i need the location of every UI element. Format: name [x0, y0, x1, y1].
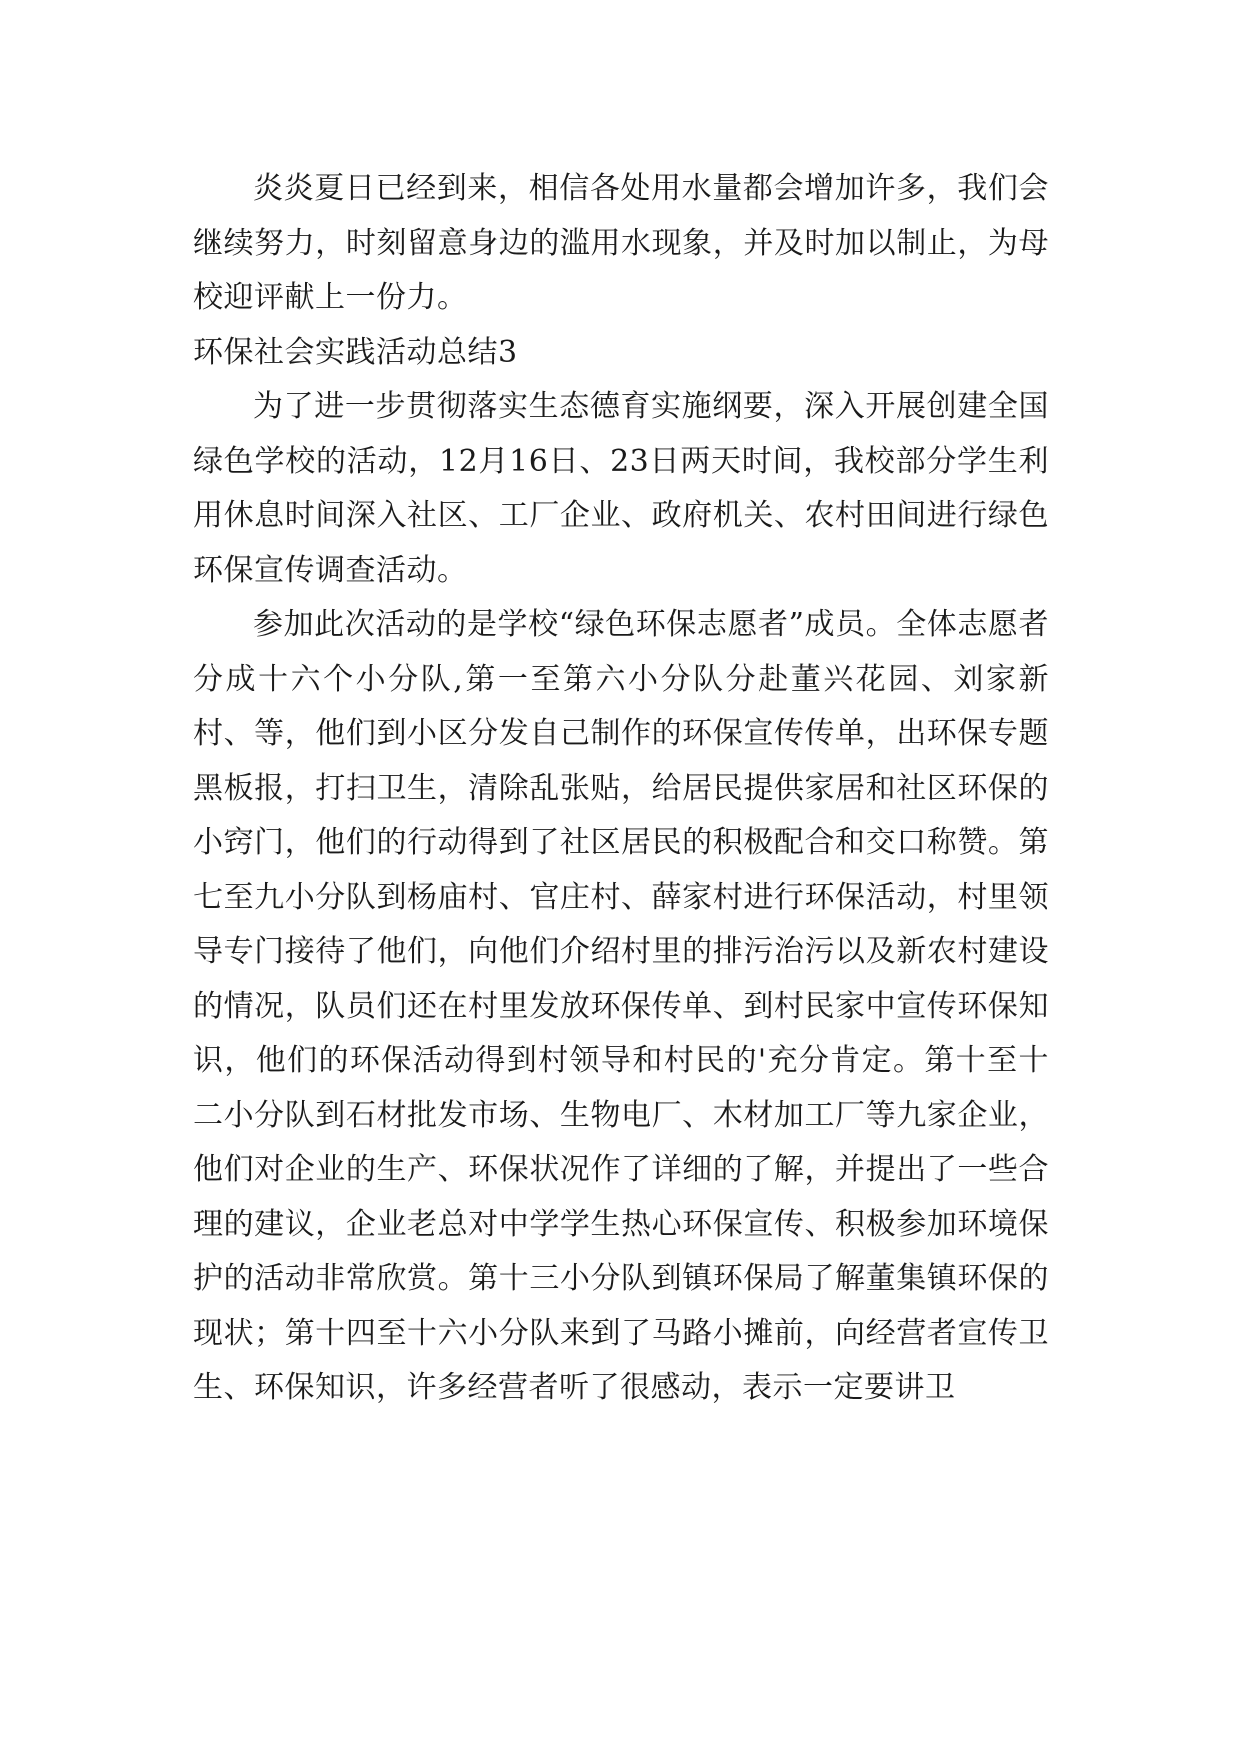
section-heading: 环保社会实践活动总结3 — [193, 334, 518, 370]
paragraph-intro: 为了进一步贯彻落实生态德育实施纲要，深入开展创建全国绿色学校的活动，12月16日、23日两天时间，我校部分学生利用休息时间深入社区、工厂企业、政府机关、农村田间进行绿色环保宣传调查活动。 — [193, 389, 1049, 588]
paragraph-water-saving: 炎炎夏日已经到来，相信各处用水量都会增加许多，我们会继续努力，时刻留意身边的滥用水现象，并及时加以制止，为母校迎评献上一份力。 — [193, 171, 1049, 315]
paragraph-activities: 参加此次活动的是学校“绿色环保志愿者”成员。全体志愿者分成十六个小分队,第一至第六小分队分赴董兴花园、刘家新村、等，他们到小区分发自己制作的环保宣传传单，出环保专题黑板报，打扫卫生，清除乱张贴，给居民提供家居和社区环保的小窍门，他们的行动得到了社区居民的积极配合和交口称赞。第七至九小分队到杨庙村、官庄村、薛家村进行环保活动，村里领导专门接待了他们，向他们介绍村里的排污治污以及新农村建设的情况，队员们还在村里发放环保传单、到村民家中宣传环保知识，他们的环保活动得到村领导和村民的'充分肯定。第十至十二小分队到石材批发市场、生物电厂、木材加工厂等九家企业，他们对企业的生产、环保状况作了详细的了解，并提出了一些合理的建议，企业老总对中学学生热心环保宣传、积极参加环境保护的活动非常欣赏。第十三小分队到镇环保局了解董集镇环保的现状；第十四至十六小分队来到了马路小摊前，向经营者宣传卫生、环保知识，许多经营者听了很感动，表示一定要讲卫 — [193, 607, 1049, 1405]
document-body — [193, 162, 1049, 1416]
